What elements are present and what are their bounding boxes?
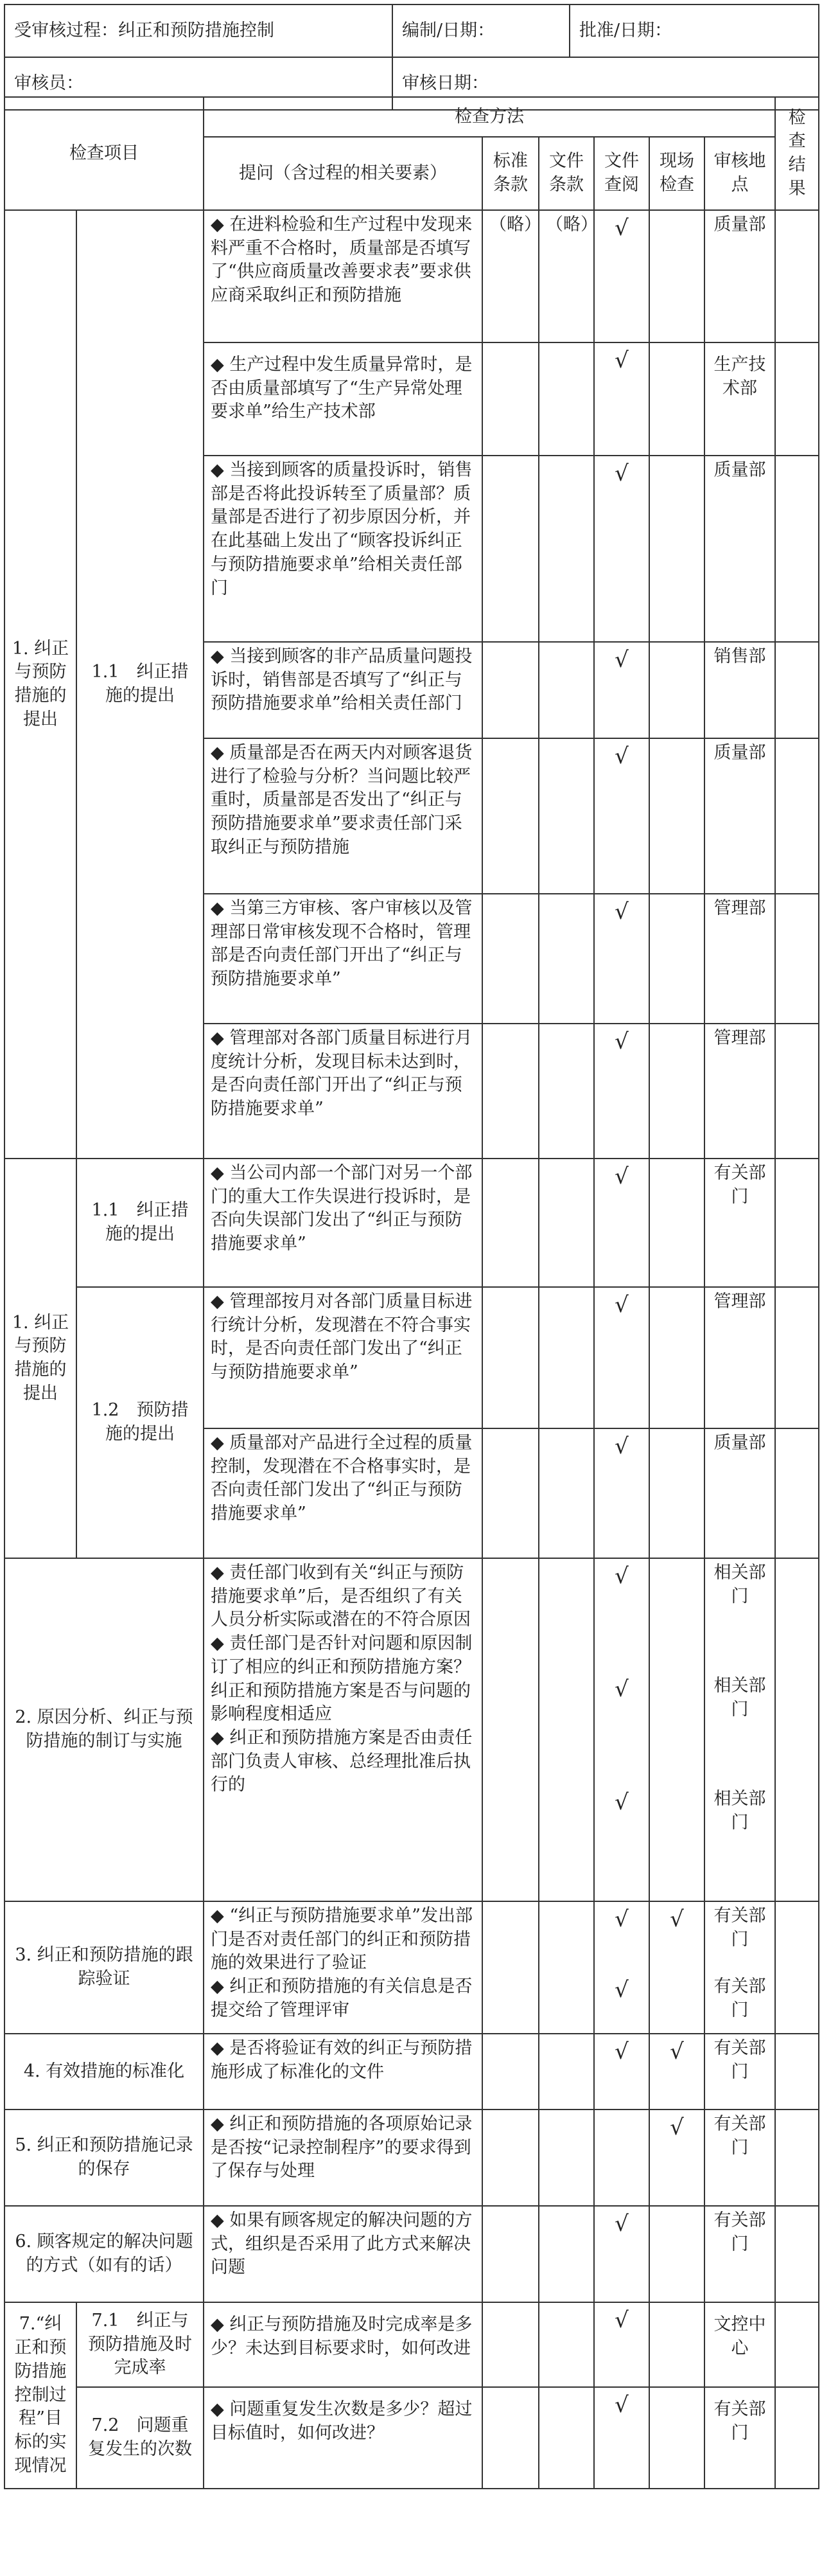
doc-clause-cell [539, 1428, 594, 1558]
std-clause-cell [482, 1024, 539, 1159]
col-site-check-header: 现场检查 [649, 137, 704, 210]
location-cell: 管理部 [704, 1024, 775, 1159]
result-cell [775, 2034, 819, 2110]
std-clause-cell [482, 2206, 539, 2302]
location-cell: 销售部 [704, 642, 775, 738]
doc-review-check: √ [615, 1563, 629, 1589]
audit-date-field: 审核日期： [392, 57, 819, 110]
location-cell: 管理部 [704, 1287, 775, 1428]
section-label: 2. 原因分析、纠正与预防措施的制订与实施 [4, 1558, 204, 1901]
table-row [4, 2302, 819, 2387]
question-cell: ◆ 当接到顾客的非产品质量问题投诉时，销售部是否填写了“纠正与预防措施要求单”给相关责任部门 [204, 642, 482, 738]
col-std-clause-header: 标准条款 [482, 137, 539, 210]
section-label: 4. 有效措施的标准化 [4, 2034, 204, 2110]
site-check-cell [649, 2387, 704, 2489]
result-cell [775, 1159, 819, 1287]
doc-review-check: √ [594, 2206, 649, 2302]
checklist-table [4, 96, 819, 2489]
doc-clause-cell: （略） [539, 210, 594, 342]
site-check-cell [649, 210, 704, 342]
doc-review-check: √ [594, 2387, 649, 2489]
subsection-label: 1.1 纠正措施的提出 [76, 1159, 204, 1287]
std-clause-cell [482, 1159, 539, 1287]
result-cell [775, 2302, 819, 2387]
doc-clause-cell [539, 894, 594, 1024]
std-clause-cell [482, 2302, 539, 2387]
table-row [4, 210, 819, 342]
location-cell: 质量部 [704, 1428, 775, 1558]
doc-clause-cell [539, 1901, 594, 2034]
location-text: 相关部门 [713, 1676, 766, 1719]
result-cell [775, 1024, 819, 1159]
question-cell: ◆ 管理部按月对各部门质量目标进行统计分析，发现潜在不符合事实时，是否向责任部门发出了“纠正与预防措施要求单” [204, 1287, 482, 1428]
location-cell: 质量部 [704, 210, 775, 342]
site-check-cell [649, 342, 704, 456]
doc-review-check: √ [594, 210, 649, 342]
question-cell: ◆ 是否将验证有效的纠正与预防措施形成了标准化的文件 [204, 2034, 482, 2110]
doc-review-check: √ [594, 642, 649, 738]
result-cell [775, 2387, 819, 2489]
doc-review-check: √ [594, 2034, 649, 2110]
doc-clause-cell [539, 1287, 594, 1428]
site-check-cell [649, 2302, 704, 2387]
approved-field: 批准/日期： [570, 4, 819, 57]
doc-review-check: √ [615, 1906, 629, 1932]
doc-review-check: √ [615, 1676, 629, 1702]
section-label: 3. 纠正和预防措施的跟踪验证 [4, 1901, 204, 2034]
table-row [4, 2206, 819, 2302]
result-cell [775, 642, 819, 738]
doc-review-cell [594, 1558, 649, 1901]
question-cell: ◆ 纠正和预防措施的各项原始记录是否按“记录控制程序”的要求得到了保存与处理 [204, 2110, 482, 2206]
doc-review-check: √ [594, 738, 649, 894]
site-check-cell [649, 894, 704, 1024]
question-cell: ◆ 在进料检验和生产过程中发现来料严重不合格时，质量部是否填写了“供应商质量改善要求表”要求供应商采取纠正和预防措施 [204, 210, 482, 342]
subsection-label: 7.2 问题重复发生的次数 [76, 2387, 204, 2489]
site-check-cell [649, 456, 704, 642]
site-check-cell [649, 738, 704, 894]
site-check-cell [649, 1558, 704, 1901]
result-cell [775, 1558, 819, 1901]
site-check-cell [649, 1901, 704, 2034]
header-table [4, 4, 819, 111]
location-cell: 质量部 [704, 456, 775, 642]
std-clause-cell [482, 2110, 539, 2206]
question-cell: ◆ 如果有顾客规定的解决问题的方式，组织是否采用了此方式来解决问题 [204, 2206, 482, 2302]
location-text: 有关部门 [713, 1906, 766, 1950]
std-clause-cell [482, 1558, 539, 1901]
table-row [4, 1901, 819, 2034]
prepared-field: 编制/日期： [392, 4, 570, 57]
location-cell: 有关部门 [704, 2206, 775, 2302]
std-clause-cell [482, 342, 539, 456]
question-cell: ◆ 管理部对各部门质量目标进行月度统计分析，发现目标未达到时，是否向责任部门开出了“纠正与预防措施要求单” [204, 1024, 482, 1159]
doc-clause-cell [539, 1558, 594, 1901]
site-check-mark: √ [649, 2034, 704, 2110]
question-cell: ◆ 生产过程中发生质量异常时，是否由质量部填写了“生产异常处理要求单”给生产技术部 [204, 342, 482, 456]
doc-clause-cell [539, 738, 594, 894]
doc-clause-cell [539, 1024, 594, 1159]
location-text: 相关部门 [713, 1789, 766, 1833]
col-item-header: 检查项目 [4, 97, 204, 210]
result-cell [775, 342, 819, 456]
site-check-cell [649, 1159, 704, 1287]
table-row [4, 1159, 819, 1287]
doc-review-check: √ [615, 1977, 629, 2003]
col-doc-clause-header: 文件条款 [539, 137, 594, 210]
question-cell: ◆ “纠正与预防措施要求单”发出部门是否对责任部门的纠正和预防措施的效果进行了验证 ◆ 纠正和预防措施的有关信息是否提交给了管理评审 [204, 1901, 482, 2034]
location-cell: 有关部门 [704, 1159, 775, 1287]
location-cell: 有关部门 [704, 2387, 775, 2489]
result-cell [775, 2206, 819, 2302]
site-check-cell [649, 2206, 704, 2302]
table-row [4, 2034, 819, 2110]
process-field: 受审核过程：纠正和预防措施控制 [4, 4, 392, 57]
doc-review-check: √ [594, 342, 649, 456]
location-cell: 有关部门 [704, 2034, 775, 2110]
result-cell [775, 2110, 819, 2206]
location-cell: 生产技术部 [704, 342, 775, 456]
doc-review-check: √ [594, 2302, 649, 2387]
question-cell: ◆ 责任部门收到有关“纠正与预防措施要求单”后，是否组织了有关人员分析实际或潜在的不符合原因 ◆ 责任部门是否针对问题和原因制订了相应的纠正和预防措施方案？纠正和预防措施方案是否与问题的影响程度相适应 ◆ 纠正和预防措施方案是否由责任部门负责人审核、总经理批准后执行的 [204, 1558, 482, 1901]
doc-clause-cell [539, 2387, 594, 2489]
location-text: 有关部门 [713, 1976, 766, 2020]
location-cell: 管理部 [704, 894, 775, 1024]
col-result-header: 检查结果 [775, 97, 819, 210]
doc-review-check: √ [594, 456, 649, 642]
std-clause-cell [482, 456, 539, 642]
result-cell [775, 210, 819, 342]
question-cell: ◆ 质量部是否在两天内对顾客退货进行了检验与分析？当问题比较严重时，质量部是否发出了“纠正与预防措施要求单”要求责任部门采取纠正与预防措施 [204, 738, 482, 894]
col-location-header: 审核地点 [704, 137, 775, 210]
result-cell [775, 456, 819, 642]
site-check-cell [649, 1428, 704, 1558]
section-label: 1. 纠正与预防措施的提出 [4, 210, 76, 1159]
doc-clause-cell [539, 642, 594, 738]
result-cell [775, 894, 819, 1024]
site-check-cell [649, 1287, 704, 1428]
table-row [4, 1287, 819, 1428]
std-clause-cell [482, 642, 539, 738]
std-clause-cell [482, 894, 539, 1024]
auditor-field: 审核员： [4, 57, 392, 110]
std-clause-cell [482, 1428, 539, 1558]
section-label: 6. 顾客规定的解决问题的方式（如有的话） [4, 2206, 204, 2302]
std-clause-cell [482, 2034, 539, 2110]
col-doc-review-header: 文件查阅 [594, 137, 649, 210]
site-check-cell [649, 642, 704, 738]
result-cell [775, 1901, 819, 2034]
std-clause-cell: （略） [482, 210, 539, 342]
doc-clause-cell [539, 456, 594, 642]
doc-review-cell [594, 2110, 649, 2206]
col-question-header: 提问（含过程的相关要素） [204, 137, 482, 210]
std-clause-cell [482, 1901, 539, 2034]
question-cell: ◆ 问题重复发生次数是多少？超过目标值时，如何改进？ [204, 2387, 482, 2489]
std-clause-cell [482, 738, 539, 894]
result-cell [775, 738, 819, 894]
subsection-label: 1.2 预防措施的提出 [76, 1287, 204, 1558]
table-row [4, 2387, 819, 2489]
doc-review-check: √ [594, 894, 649, 1024]
result-cell [775, 1287, 819, 1428]
site-check-mark: √ [649, 2110, 704, 2206]
location-cell [704, 1901, 775, 2034]
doc-clause-cell [539, 2110, 594, 2206]
location-cell: 质量部 [704, 738, 775, 894]
question-cell: ◆ 纠正与预防措施及时完成率是多少？未达到目标要求时，如何改进 [204, 2302, 482, 2387]
section-label: 5. 纠正和预防措施记录的保存 [4, 2110, 204, 2206]
subsection-label: 7.1 纠正与预防措施及时完成率 [76, 2302, 204, 2387]
doc-clause-cell [539, 2302, 594, 2387]
question-cell: ◆ 当接到顾客的质量投诉时，销售部是否将此投诉转至了质量部？质量部是否进行了初步原因分析，并在此基础上发出了“顾客投诉纠正与预防措施要求单”给相关责任部门 [204, 456, 482, 642]
doc-review-check: √ [594, 1159, 649, 1287]
question-cell: ◆ 当公司内部一个部门对另一个部门的重大工作失误进行投诉时，是否向失误部门发出了“纠正与预防措施要求单” [204, 1159, 482, 1287]
doc-review-check: √ [615, 1790, 629, 1815]
section-label: 1. 纠正与预防措施的提出 [4, 1159, 76, 1558]
result-cell [775, 1428, 819, 1558]
site-check-mark: √ [670, 1906, 684, 1932]
location-cell: 有关部门 [704, 2110, 775, 2206]
doc-clause-cell [539, 1159, 594, 1287]
table-row [4, 2110, 819, 2206]
doc-review-cell [594, 1901, 649, 2034]
col-method-header: 检查方法 [204, 97, 775, 137]
site-check-cell [649, 1024, 704, 1159]
question-cell: ◆ 质量部对产品进行全过程的质量控制，发现潜在不合格事实时，是否向责任部门发出了“纠正与预防措施要求单” [204, 1428, 482, 1558]
location-cell: 文控中心 [704, 2302, 775, 2387]
std-clause-cell [482, 1287, 539, 1428]
doc-review-check: √ [594, 1024, 649, 1159]
subsection-label: 1.1 纠正措施的提出 [76, 210, 204, 1159]
doc-clause-cell [539, 342, 594, 456]
doc-clause-cell [539, 2206, 594, 2302]
location-text: 相关部门 [713, 1563, 766, 1606]
doc-review-check: √ [594, 1287, 649, 1428]
question-cell: ◆ 当第三方审核、客户审核以及管理部日常审核发现不合格时，管理部是否向责任部门开出了“纠正与预防措施要求单” [204, 894, 482, 1024]
table-row [4, 1558, 819, 1901]
section-label: 7.“纠正和预防措施控制过程”目标的实现情况 [4, 2302, 76, 2489]
doc-review-check: √ [594, 1428, 649, 1558]
std-clause-cell [482, 2387, 539, 2489]
location-cell [704, 1558, 775, 1901]
doc-clause-cell [539, 2034, 594, 2110]
